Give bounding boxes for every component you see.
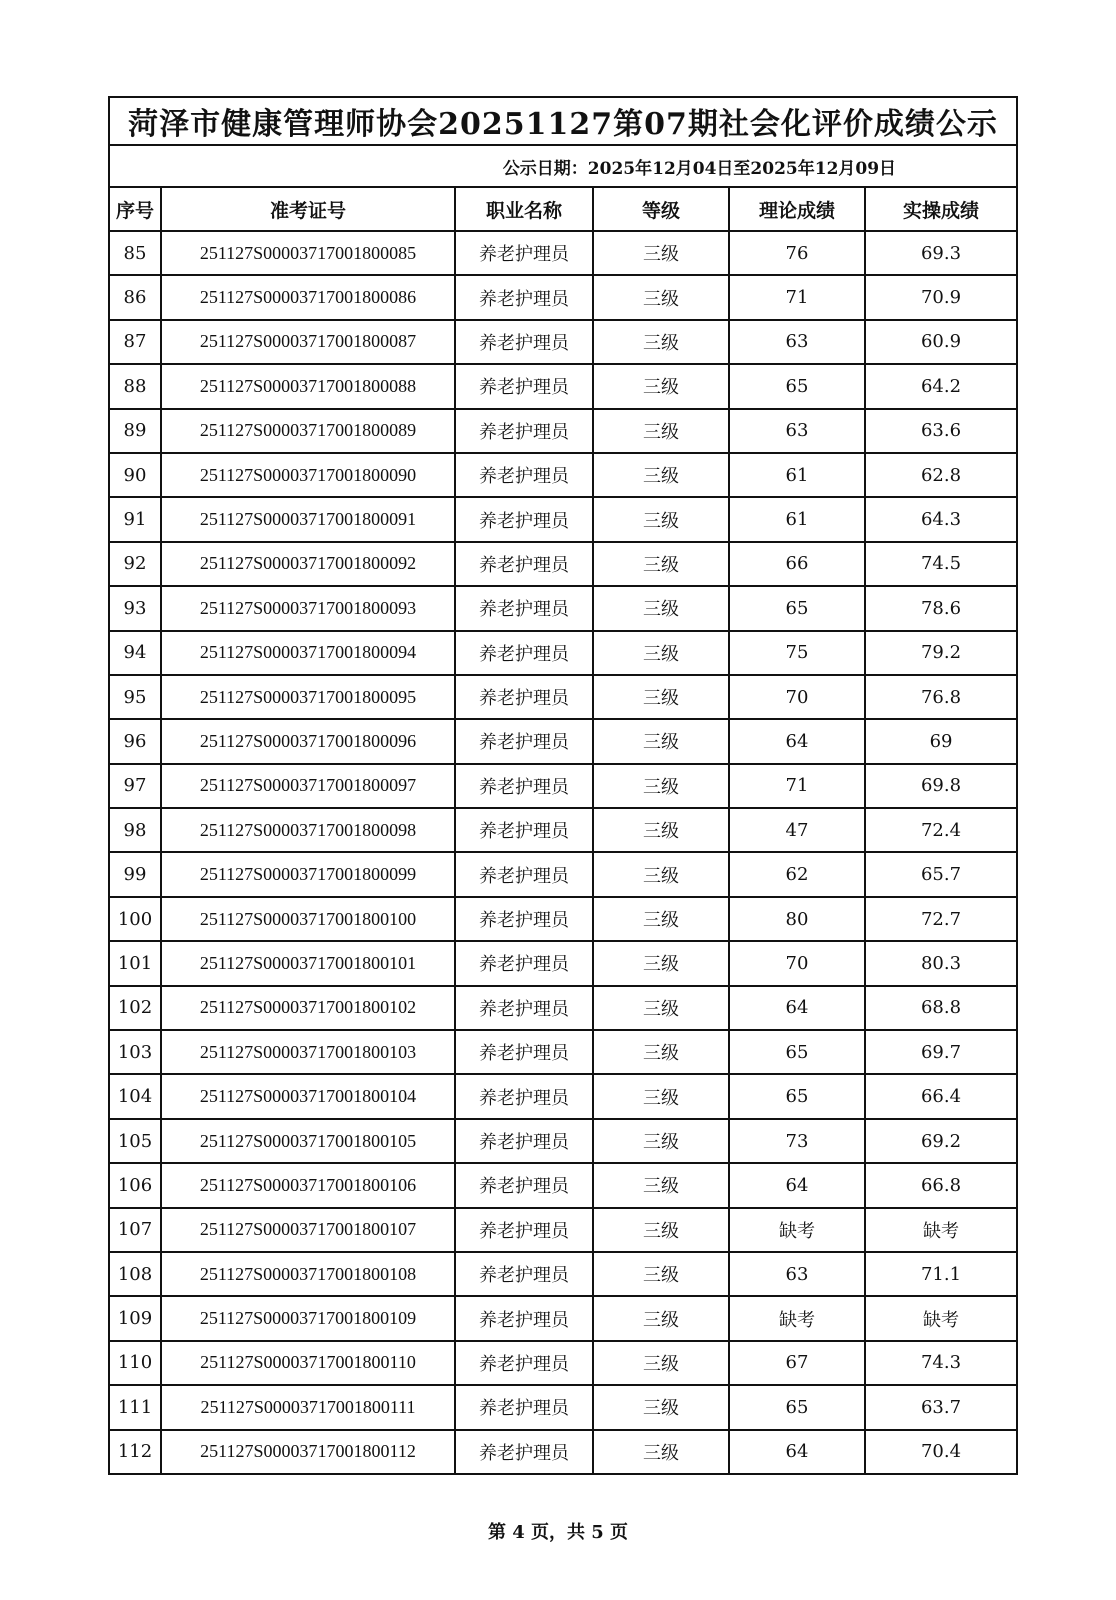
table-row bbox=[109, 719, 1017, 763]
row-no: 92 bbox=[109, 542, 161, 586]
level: 三级 bbox=[593, 1163, 729, 1207]
exam-id: 251127S00003717001800098 bbox=[161, 808, 455, 852]
row-no: 110 bbox=[109, 1341, 161, 1385]
row-no: 96 bbox=[109, 719, 161, 763]
row-no: 111 bbox=[109, 1385, 161, 1429]
exam-id: 251127S00003717001800100 bbox=[161, 897, 455, 941]
theory-score: 64 bbox=[729, 719, 865, 763]
row-no: 86 bbox=[109, 275, 161, 319]
practice-score: 79.2 bbox=[865, 631, 1017, 675]
job-name: 养老护理员 bbox=[455, 897, 593, 941]
table-row bbox=[109, 231, 1017, 275]
table-row bbox=[109, 764, 1017, 808]
level: 三级 bbox=[593, 586, 729, 630]
job-name: 养老护理员 bbox=[455, 586, 593, 630]
level: 三级 bbox=[593, 1119, 729, 1163]
row-no: 91 bbox=[109, 497, 161, 541]
theory-score: 缺考 bbox=[729, 1208, 865, 1252]
job-name: 养老护理员 bbox=[455, 1341, 593, 1385]
practice-score: 64.2 bbox=[865, 364, 1017, 408]
job-name: 养老护理员 bbox=[455, 675, 593, 719]
table-row bbox=[109, 1119, 1017, 1163]
job-name: 养老护理员 bbox=[455, 941, 593, 985]
row-no: 98 bbox=[109, 808, 161, 852]
row-no: 85 bbox=[109, 231, 161, 275]
job-name: 养老护理员 bbox=[455, 1208, 593, 1252]
theory-score: 71 bbox=[729, 275, 865, 319]
practice-score: 69.7 bbox=[865, 1030, 1017, 1074]
level: 三级 bbox=[593, 1208, 729, 1252]
job-name: 养老护理员 bbox=[455, 986, 593, 1030]
exam-id: 251127S00003717001800091 bbox=[161, 497, 455, 541]
level: 三级 bbox=[593, 897, 729, 941]
practice-score: 69.8 bbox=[865, 764, 1017, 808]
practice-score: 70.4 bbox=[865, 1430, 1017, 1474]
job-name: 养老护理员 bbox=[455, 852, 593, 896]
job-name: 养老护理员 bbox=[455, 275, 593, 319]
practice-score: 80.3 bbox=[865, 941, 1017, 985]
level: 三级 bbox=[593, 986, 729, 1030]
theory-score: 64 bbox=[729, 1430, 865, 1474]
practice-score: 缺考 bbox=[865, 1296, 1017, 1340]
job-name: 养老护理员 bbox=[455, 719, 593, 763]
table-row bbox=[109, 675, 1017, 719]
theory-score: 缺考 bbox=[729, 1296, 865, 1340]
exam-id: 251127S00003717001800105 bbox=[161, 1119, 455, 1163]
row-no: 89 bbox=[109, 409, 161, 453]
theory-score: 67 bbox=[729, 1341, 865, 1385]
theory-score: 80 bbox=[729, 897, 865, 941]
exam-id: 251127S00003717001800094 bbox=[161, 631, 455, 675]
theory-score: 65 bbox=[729, 1385, 865, 1429]
job-name: 养老护理员 bbox=[455, 1252, 593, 1296]
table-row bbox=[109, 808, 1017, 852]
table-row bbox=[109, 1385, 1017, 1429]
exam-id: 251127S00003717001800112 bbox=[161, 1430, 455, 1474]
level: 三级 bbox=[593, 631, 729, 675]
row-no: 99 bbox=[109, 852, 161, 896]
row-no: 93 bbox=[109, 586, 161, 630]
table-row bbox=[109, 364, 1017, 408]
level: 三级 bbox=[593, 275, 729, 319]
theory-score: 64 bbox=[729, 1163, 865, 1207]
job-name: 养老护理员 bbox=[455, 1163, 593, 1207]
level: 三级 bbox=[593, 364, 729, 408]
practice-score: 76.8 bbox=[865, 675, 1017, 719]
date-row bbox=[109, 145, 1017, 187]
practice-score: 64.3 bbox=[865, 497, 1017, 541]
row-no: 100 bbox=[109, 897, 161, 941]
level: 三级 bbox=[593, 1074, 729, 1118]
practice-score: 69 bbox=[865, 719, 1017, 763]
exam-id: 251127S00003717001800103 bbox=[161, 1030, 455, 1074]
table-row bbox=[109, 1208, 1017, 1252]
theory-score: 47 bbox=[729, 808, 865, 852]
header-theory: 理论成绩 bbox=[729, 187, 865, 231]
practice-score: 68.8 bbox=[865, 986, 1017, 1030]
page-title: 菏泽市健康管理师协会20251127第07期社会化评价成绩公示 bbox=[109, 97, 1017, 145]
level: 三级 bbox=[593, 941, 729, 985]
theory-score: 73 bbox=[729, 1119, 865, 1163]
table-row bbox=[109, 453, 1017, 497]
job-name: 养老护理员 bbox=[455, 808, 593, 852]
row-no: 109 bbox=[109, 1296, 161, 1340]
exam-id: 251127S00003717001800102 bbox=[161, 986, 455, 1030]
level: 三级 bbox=[593, 1030, 729, 1074]
exam-id: 251127S00003717001800107 bbox=[161, 1208, 455, 1252]
job-name: 养老护理员 bbox=[455, 231, 593, 275]
theory-score: 65 bbox=[729, 364, 865, 408]
practice-score: 72.4 bbox=[865, 808, 1017, 852]
practice-score: 72.7 bbox=[865, 897, 1017, 941]
job-name: 养老护理员 bbox=[455, 409, 593, 453]
level: 三级 bbox=[593, 1385, 729, 1429]
practice-score: 缺考 bbox=[865, 1208, 1017, 1252]
exam-id: 251127S00003717001800101 bbox=[161, 941, 455, 985]
theory-score: 63 bbox=[729, 320, 865, 364]
level: 三级 bbox=[593, 764, 729, 808]
theory-score: 75 bbox=[729, 631, 865, 675]
table-row bbox=[109, 852, 1017, 896]
job-name: 养老护理员 bbox=[455, 764, 593, 808]
job-name: 养老护理员 bbox=[455, 542, 593, 586]
row-no: 108 bbox=[109, 1252, 161, 1296]
theory-score: 61 bbox=[729, 497, 865, 541]
practice-score: 74.5 bbox=[865, 542, 1017, 586]
exam-id: 251127S00003717001800104 bbox=[161, 1074, 455, 1118]
practice-score: 71.1 bbox=[865, 1252, 1017, 1296]
practice-score: 70.9 bbox=[865, 275, 1017, 319]
job-name: 养老护理员 bbox=[455, 631, 593, 675]
exam-id: 251127S00003717001800108 bbox=[161, 1252, 455, 1296]
row-no: 88 bbox=[109, 364, 161, 408]
table-row bbox=[109, 1163, 1017, 1207]
row-no: 94 bbox=[109, 631, 161, 675]
theory-score: 70 bbox=[729, 675, 865, 719]
exam-id: 251127S00003717001800099 bbox=[161, 852, 455, 896]
table-row bbox=[109, 1030, 1017, 1074]
level: 三级 bbox=[593, 542, 729, 586]
practice-score: 66.8 bbox=[865, 1163, 1017, 1207]
table-row bbox=[109, 275, 1017, 319]
theory-score: 70 bbox=[729, 941, 865, 985]
exam-id: 251127S00003717001800087 bbox=[161, 320, 455, 364]
level: 三级 bbox=[593, 453, 729, 497]
header-id: 准考证号 bbox=[161, 187, 455, 231]
row-no: 101 bbox=[109, 941, 161, 985]
row-no: 112 bbox=[109, 1430, 161, 1474]
title-row bbox=[109, 97, 1017, 145]
level: 三级 bbox=[593, 320, 729, 364]
level: 三级 bbox=[593, 231, 729, 275]
job-name: 养老护理员 bbox=[455, 1385, 593, 1429]
theory-score: 63 bbox=[729, 409, 865, 453]
row-no: 106 bbox=[109, 1163, 161, 1207]
page-footer: 第 4 页，共 5 页 bbox=[487, 1522, 629, 1543]
job-name: 养老护理员 bbox=[455, 453, 593, 497]
practice-score: 69.3 bbox=[865, 231, 1017, 275]
exam-id: 251127S00003717001800109 bbox=[161, 1296, 455, 1340]
row-no: 87 bbox=[109, 320, 161, 364]
practice-score: 63.7 bbox=[865, 1385, 1017, 1429]
row-no: 105 bbox=[109, 1119, 161, 1163]
theory-score: 65 bbox=[729, 586, 865, 630]
level: 三级 bbox=[593, 808, 729, 852]
row-no: 95 bbox=[109, 675, 161, 719]
practice-score: 63.6 bbox=[865, 409, 1017, 453]
table-row bbox=[109, 542, 1017, 586]
table-row bbox=[109, 986, 1017, 1030]
practice-score: 60.9 bbox=[865, 320, 1017, 364]
theory-score: 61 bbox=[729, 453, 865, 497]
practice-score: 65.7 bbox=[865, 852, 1017, 896]
table-row bbox=[109, 320, 1017, 364]
table-row bbox=[109, 897, 1017, 941]
score-sheet bbox=[108, 96, 1016, 1475]
theory-score: 64 bbox=[729, 986, 865, 1030]
job-name: 养老护理员 bbox=[455, 1119, 593, 1163]
exam-id: 251127S00003717001800088 bbox=[161, 364, 455, 408]
row-no: 103 bbox=[109, 1030, 161, 1074]
exam-id: 251127S00003717001800111 bbox=[161, 1385, 455, 1429]
theory-score: 66 bbox=[729, 542, 865, 586]
level: 三级 bbox=[593, 497, 729, 541]
row-no: 104 bbox=[109, 1074, 161, 1118]
exam-id: 251127S00003717001800093 bbox=[161, 586, 455, 630]
level: 三级 bbox=[593, 719, 729, 763]
header-row bbox=[109, 187, 1017, 231]
table-row bbox=[109, 941, 1017, 985]
exam-id: 251127S00003717001800085 bbox=[161, 231, 455, 275]
table-row bbox=[109, 1341, 1017, 1385]
row-no: 102 bbox=[109, 986, 161, 1030]
exam-id: 251127S00003717001800096 bbox=[161, 719, 455, 763]
row-no: 107 bbox=[109, 1208, 161, 1252]
level: 三级 bbox=[593, 409, 729, 453]
exam-id: 251127S00003717001800106 bbox=[161, 1163, 455, 1207]
header-job: 职业名称 bbox=[455, 187, 593, 231]
level: 三级 bbox=[593, 1341, 729, 1385]
level: 三级 bbox=[593, 675, 729, 719]
row-no: 97 bbox=[109, 764, 161, 808]
exam-id: 251127S00003717001800086 bbox=[161, 275, 455, 319]
exam-id: 251127S00003717001800110 bbox=[161, 1341, 455, 1385]
table-row bbox=[109, 409, 1017, 453]
practice-score: 62.8 bbox=[865, 453, 1017, 497]
theory-score: 76 bbox=[729, 231, 865, 275]
level: 三级 bbox=[593, 1430, 729, 1474]
practice-score: 74.3 bbox=[865, 1341, 1017, 1385]
notice-date: 公示日期：2025年12月04日至2025年12月09日 bbox=[109, 145, 1017, 187]
job-name: 养老护理员 bbox=[455, 1430, 593, 1474]
practice-score: 69.2 bbox=[865, 1119, 1017, 1163]
theory-score: 71 bbox=[729, 764, 865, 808]
exam-id: 251127S00003717001800089 bbox=[161, 409, 455, 453]
exam-id: 251127S00003717001800090 bbox=[161, 453, 455, 497]
exam-id: 251127S00003717001800097 bbox=[161, 764, 455, 808]
job-name: 养老护理员 bbox=[455, 1296, 593, 1340]
table-row bbox=[109, 586, 1017, 630]
job-name: 养老护理员 bbox=[455, 364, 593, 408]
level: 三级 bbox=[593, 1296, 729, 1340]
practice-score: 78.6 bbox=[865, 586, 1017, 630]
table-row bbox=[109, 631, 1017, 675]
practice-score: 66.4 bbox=[865, 1074, 1017, 1118]
level: 三级 bbox=[593, 852, 729, 896]
table-row bbox=[109, 1296, 1017, 1340]
theory-score: 62 bbox=[729, 852, 865, 896]
header-no: 序号 bbox=[109, 187, 161, 231]
table-row bbox=[109, 1074, 1017, 1118]
exam-id: 251127S00003717001800095 bbox=[161, 675, 455, 719]
job-name: 养老护理员 bbox=[455, 1074, 593, 1118]
level: 三级 bbox=[593, 1252, 729, 1296]
exam-id: 251127S00003717001800092 bbox=[161, 542, 455, 586]
header-practice: 实操成绩 bbox=[865, 187, 1017, 231]
job-name: 养老护理员 bbox=[455, 497, 593, 541]
theory-score: 65 bbox=[729, 1030, 865, 1074]
score-table bbox=[108, 96, 1018, 1475]
table-row bbox=[109, 1252, 1017, 1296]
theory-score: 65 bbox=[729, 1074, 865, 1118]
row-no: 90 bbox=[109, 453, 161, 497]
job-name: 养老护理员 bbox=[455, 1030, 593, 1074]
job-name: 养老护理员 bbox=[455, 320, 593, 364]
table-row bbox=[109, 497, 1017, 541]
table-row bbox=[109, 1430, 1017, 1474]
theory-score: 63 bbox=[729, 1252, 865, 1296]
header-level: 等级 bbox=[593, 187, 729, 231]
